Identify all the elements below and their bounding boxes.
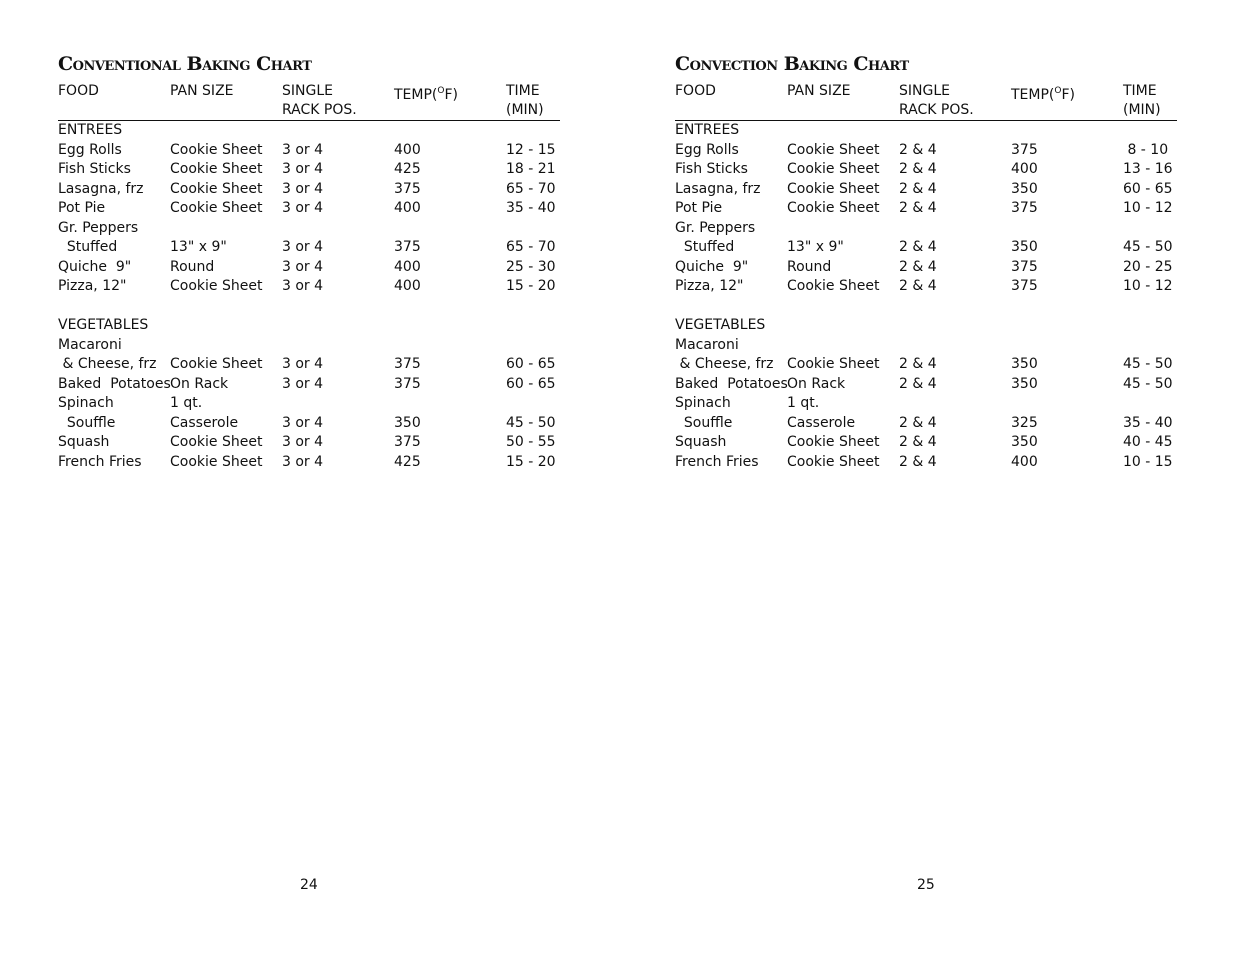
table-row: [675, 277, 1177, 297]
temp-cell: 350: [1011, 375, 1038, 392]
left-page: [0, 0, 617, 954]
table-row: [58, 277, 560, 297]
right-page: [617, 0, 1234, 954]
table-row: [58, 258, 560, 278]
table-row: [58, 433, 560, 453]
section-header: [675, 121, 1177, 141]
section-header: [675, 316, 1177, 336]
section-label: ENTREES: [58, 122, 123, 138]
table-row: [675, 219, 1177, 239]
time-cell: 20 - 25: [1123, 258, 1173, 275]
table-row: [675, 238, 1177, 258]
time-cell: 60 - 65: [1123, 180, 1173, 197]
header-food: FOOD: [58, 83, 99, 99]
header-time: TIME: [1123, 83, 1157, 99]
temp-cell: 425: [394, 453, 421, 470]
pan-size-cell: Cookie Sheet: [787, 161, 880, 177]
rack-pos-cell: 3 or 4: [282, 258, 324, 275]
time-cell: 45 - 50: [1123, 356, 1173, 372]
section-label: ENTREES: [675, 122, 740, 138]
rack-pos-cell: 3 or 4: [282, 434, 324, 450]
food-cell: Fish Sticks: [675, 161, 748, 177]
pan-size-cell: 1 qt.: [787, 395, 820, 411]
table-row: [58, 238, 560, 258]
time-cell: 13 - 16: [1123, 161, 1173, 177]
time-cell: 35 - 40: [506, 200, 556, 216]
pan-size-cell: 13" x 9": [170, 239, 227, 255]
pan-size-cell: Cookie Sheet: [170, 180, 263, 197]
food-cell: Pizza, 12": [675, 278, 744, 294]
table-row: [675, 199, 1177, 219]
rack-pos-cell: 2 & 4: [899, 161, 937, 177]
pan-size-cell: Cookie Sheet: [787, 180, 880, 197]
rack-pos-cell: 2 & 4: [899, 356, 937, 372]
rack-pos-cell: 3 or 4: [282, 278, 324, 294]
pan-size-cell: 1 qt.: [170, 395, 203, 411]
temp-cell: 325: [1011, 414, 1038, 431]
table-row: [58, 160, 560, 180]
header-row: [58, 82, 560, 121]
food-cell: Souffle: [58, 414, 116, 431]
temp-cell: 400: [394, 200, 421, 216]
temp-cell: 375: [1011, 141, 1038, 158]
page-title: Conventional Baking Chart: [58, 53, 312, 75]
header-temp-unit: F): [444, 87, 458, 103]
rack-pos-cell: 2 & 4: [899, 239, 937, 255]
food-cell: Pizza, 12": [58, 278, 127, 294]
header-pan-size: PAN SIZE: [170, 83, 234, 99]
table-row: [675, 141, 1177, 161]
food-cell: Squash: [675, 434, 727, 450]
food-cell: Pot Pie: [58, 200, 106, 216]
table-row: [58, 219, 560, 239]
table-row: [58, 375, 560, 395]
food-cell: Squash: [58, 434, 110, 450]
header-row: [675, 82, 1177, 121]
rack-pos-cell: 3 or 4: [282, 375, 324, 392]
table-row: [675, 375, 1177, 395]
pan-size-cell: 13" x 9": [787, 239, 844, 255]
pan-size-cell: Round: [170, 258, 215, 275]
table-row: [58, 141, 560, 161]
temp-cell: 375: [394, 239, 421, 255]
header-food: FOOD: [675, 83, 716, 99]
temp-cell: 350: [1011, 239, 1038, 255]
time-cell: 40 - 45: [1123, 434, 1173, 450]
table-row: [58, 394, 560, 414]
time-cell: 10 - 12: [1123, 278, 1173, 294]
time-cell: 60 - 65: [506, 356, 556, 372]
time-cell: 12 - 15: [506, 141, 556, 158]
temp-cell: 350: [1011, 180, 1038, 197]
pan-size-cell: Cookie Sheet: [170, 200, 263, 216]
header-pan-size: PAN SIZE: [787, 83, 851, 99]
header-rack: SINGLE: [899, 83, 950, 99]
food-cell: French Fries: [675, 453, 759, 470]
time-cell: 10 - 12: [1123, 200, 1173, 216]
temp-cell: 375: [394, 180, 421, 197]
pan-size-cell: Round: [787, 258, 832, 275]
food-cell: Pot Pie: [675, 200, 723, 216]
time-cell: 65 - 70: [506, 180, 556, 197]
baking-table: [675, 82, 1177, 472]
pan-size-cell: Cookie Sheet: [787, 200, 880, 216]
temp-cell: 400: [394, 258, 421, 275]
food-cell: Egg Rolls: [58, 141, 122, 158]
table-row: [675, 453, 1177, 473]
table-row: [58, 180, 560, 200]
time-cell: 15 - 20: [506, 453, 556, 470]
time-cell: 35 - 40: [1123, 414, 1173, 431]
header-temp: [1011, 82, 1075, 105]
pan-size-cell: Cookie Sheet: [787, 434, 880, 450]
table-row: [58, 355, 560, 375]
pan-size-cell: Casserole: [787, 414, 856, 431]
temp-cell: 350: [1011, 356, 1038, 372]
header-temp-text: TEMP(: [1011, 87, 1055, 103]
food-cell: Lasagna, frz: [58, 180, 144, 197]
header-time-unit: (MIN): [1123, 102, 1161, 118]
food-cell: Lasagna, frz: [675, 180, 761, 197]
table-row: [58, 336, 560, 356]
rack-pos-cell: 3 or 4: [282, 239, 324, 255]
food-cell: Fish Sticks: [58, 161, 131, 177]
pan-size-cell: Cookie Sheet: [787, 278, 880, 294]
section-label: VEGETABLES: [675, 317, 766, 333]
pan-size-cell: Cookie Sheet: [787, 356, 880, 372]
section-label: VEGETABLES: [58, 317, 149, 333]
rack-pos-cell: 2 & 4: [899, 141, 937, 158]
table-row: [675, 258, 1177, 278]
pan-size-cell: Cookie Sheet: [170, 356, 263, 372]
rack-pos-cell: 2 & 4: [899, 434, 937, 450]
time-cell: 45 - 50: [1123, 375, 1173, 392]
baking-table: [58, 82, 560, 472]
temp-cell: 375: [1011, 258, 1038, 275]
food-cell: Gr. Peppers: [58, 219, 139, 236]
table-row: [675, 336, 1177, 356]
temp-cell: 375: [1011, 200, 1038, 216]
section-header: [58, 121, 560, 141]
food-cell: Souffle: [675, 414, 733, 431]
temp-cell: 425: [394, 161, 421, 177]
food-cell: Macaroni: [675, 336, 739, 353]
rack-pos-cell: 3 or 4: [282, 356, 324, 372]
temp-cell: 400: [394, 141, 421, 158]
time-cell: 45 - 50: [506, 414, 556, 431]
rack-pos-cell: 2 & 4: [899, 258, 937, 275]
time-cell: 45 - 50: [1123, 239, 1173, 255]
rack-pos-cell: 3 or 4: [282, 453, 324, 470]
pan-size-cell: Cookie Sheet: [170, 278, 263, 294]
temp-cell: 375: [394, 375, 421, 392]
rack-pos-cell: 3 or 4: [282, 141, 324, 158]
page-number: 25: [917, 877, 935, 893]
food-cell: Quiche 9": [675, 258, 749, 275]
header-temp-text: TEMP(: [394, 87, 438, 103]
pan-size-cell: Casserole: [170, 414, 239, 431]
time-cell: 50 - 55: [506, 434, 556, 450]
page-number: 24: [300, 877, 318, 893]
pan-size-cell: Cookie Sheet: [170, 141, 263, 158]
table-row: [58, 199, 560, 219]
temp-cell: 375: [394, 356, 421, 372]
temp-cell: 400: [1011, 453, 1038, 470]
food-cell: Quiche 9": [58, 258, 132, 275]
pan-size-cell: Cookie Sheet: [787, 141, 880, 158]
time-cell: 60 - 65: [506, 375, 556, 392]
header-time-unit: (MIN): [506, 102, 544, 118]
time-cell: 18 - 21: [506, 161, 556, 177]
section-header: [58, 316, 560, 336]
food-cell: & Cheese, frz: [675, 356, 774, 372]
header-time: TIME: [506, 83, 540, 99]
temp-cell: 350: [1011, 434, 1038, 450]
rack-pos-cell: 3 or 4: [282, 161, 324, 177]
table-row: [58, 414, 560, 434]
rack-pos-cell: 3 or 4: [282, 200, 324, 216]
pan-size-cell: On Rack: [787, 375, 846, 392]
table-row: [675, 414, 1177, 434]
rack-pos-cell: 2 & 4: [899, 453, 937, 470]
food-cell: Spinach: [58, 395, 114, 411]
temp-cell: 400: [394, 278, 421, 294]
header-temp-degree: O: [437, 86, 445, 96]
food-cell: Spinach: [675, 395, 731, 411]
temp-cell: 350: [394, 414, 421, 431]
table-row: [675, 394, 1177, 414]
page-title: Convection Baking Chart: [675, 53, 909, 75]
food-cell: Egg Rolls: [675, 141, 739, 158]
food-cell: French Fries: [58, 453, 142, 470]
pan-size-cell: Cookie Sheet: [170, 434, 263, 450]
table-row: [675, 160, 1177, 180]
header-temp-unit: F): [1061, 87, 1075, 103]
rack-pos-cell: 2 & 4: [899, 180, 937, 197]
time-cell: 8 - 10: [1123, 141, 1169, 158]
rack-pos-cell: 2 & 4: [899, 278, 937, 294]
table-row: [675, 355, 1177, 375]
temp-cell: 375: [1011, 278, 1038, 294]
food-cell: & Cheese, frz: [58, 356, 157, 372]
spacer-row: [675, 297, 1177, 317]
pan-size-cell: Cookie Sheet: [170, 161, 263, 177]
temp-cell: 375: [394, 434, 421, 450]
rack-pos-cell: 3 or 4: [282, 414, 324, 431]
pan-size-cell: On Rack: [170, 375, 229, 392]
header-temp: [394, 82, 458, 105]
spacer-row: [58, 297, 560, 317]
food-cell: Macaroni: [58, 336, 122, 353]
table-row: [675, 180, 1177, 200]
header-temp-degree: O: [1054, 86, 1062, 96]
food-cell: Gr. Peppers: [675, 219, 756, 236]
header-rack-pos: RACK POS.: [899, 102, 974, 118]
table-row: [58, 453, 560, 473]
food-cell: Stuffed: [675, 239, 735, 255]
rack-pos-cell: 2 & 4: [899, 200, 937, 216]
header-rack: SINGLE: [282, 83, 333, 99]
time-cell: 15 - 20: [506, 278, 556, 294]
rack-pos-cell: 2 & 4: [899, 375, 937, 392]
rack-pos-cell: 2 & 4: [899, 414, 937, 431]
food-cell: Stuffed: [58, 239, 118, 255]
pan-size-cell: Cookie Sheet: [170, 453, 263, 470]
time-cell: 65 - 70: [506, 239, 556, 255]
time-cell: 10 - 15: [1123, 453, 1173, 470]
temp-cell: 400: [1011, 161, 1038, 177]
food-cell: Baked Potatoes: [58, 375, 171, 392]
food-cell: Baked Potatoes: [675, 375, 788, 392]
rack-pos-cell: 3 or 4: [282, 180, 324, 197]
table-row: [675, 433, 1177, 453]
pan-size-cell: Cookie Sheet: [787, 453, 880, 470]
time-cell: 25 - 30: [506, 258, 556, 275]
header-rack-pos: RACK POS.: [282, 102, 357, 118]
